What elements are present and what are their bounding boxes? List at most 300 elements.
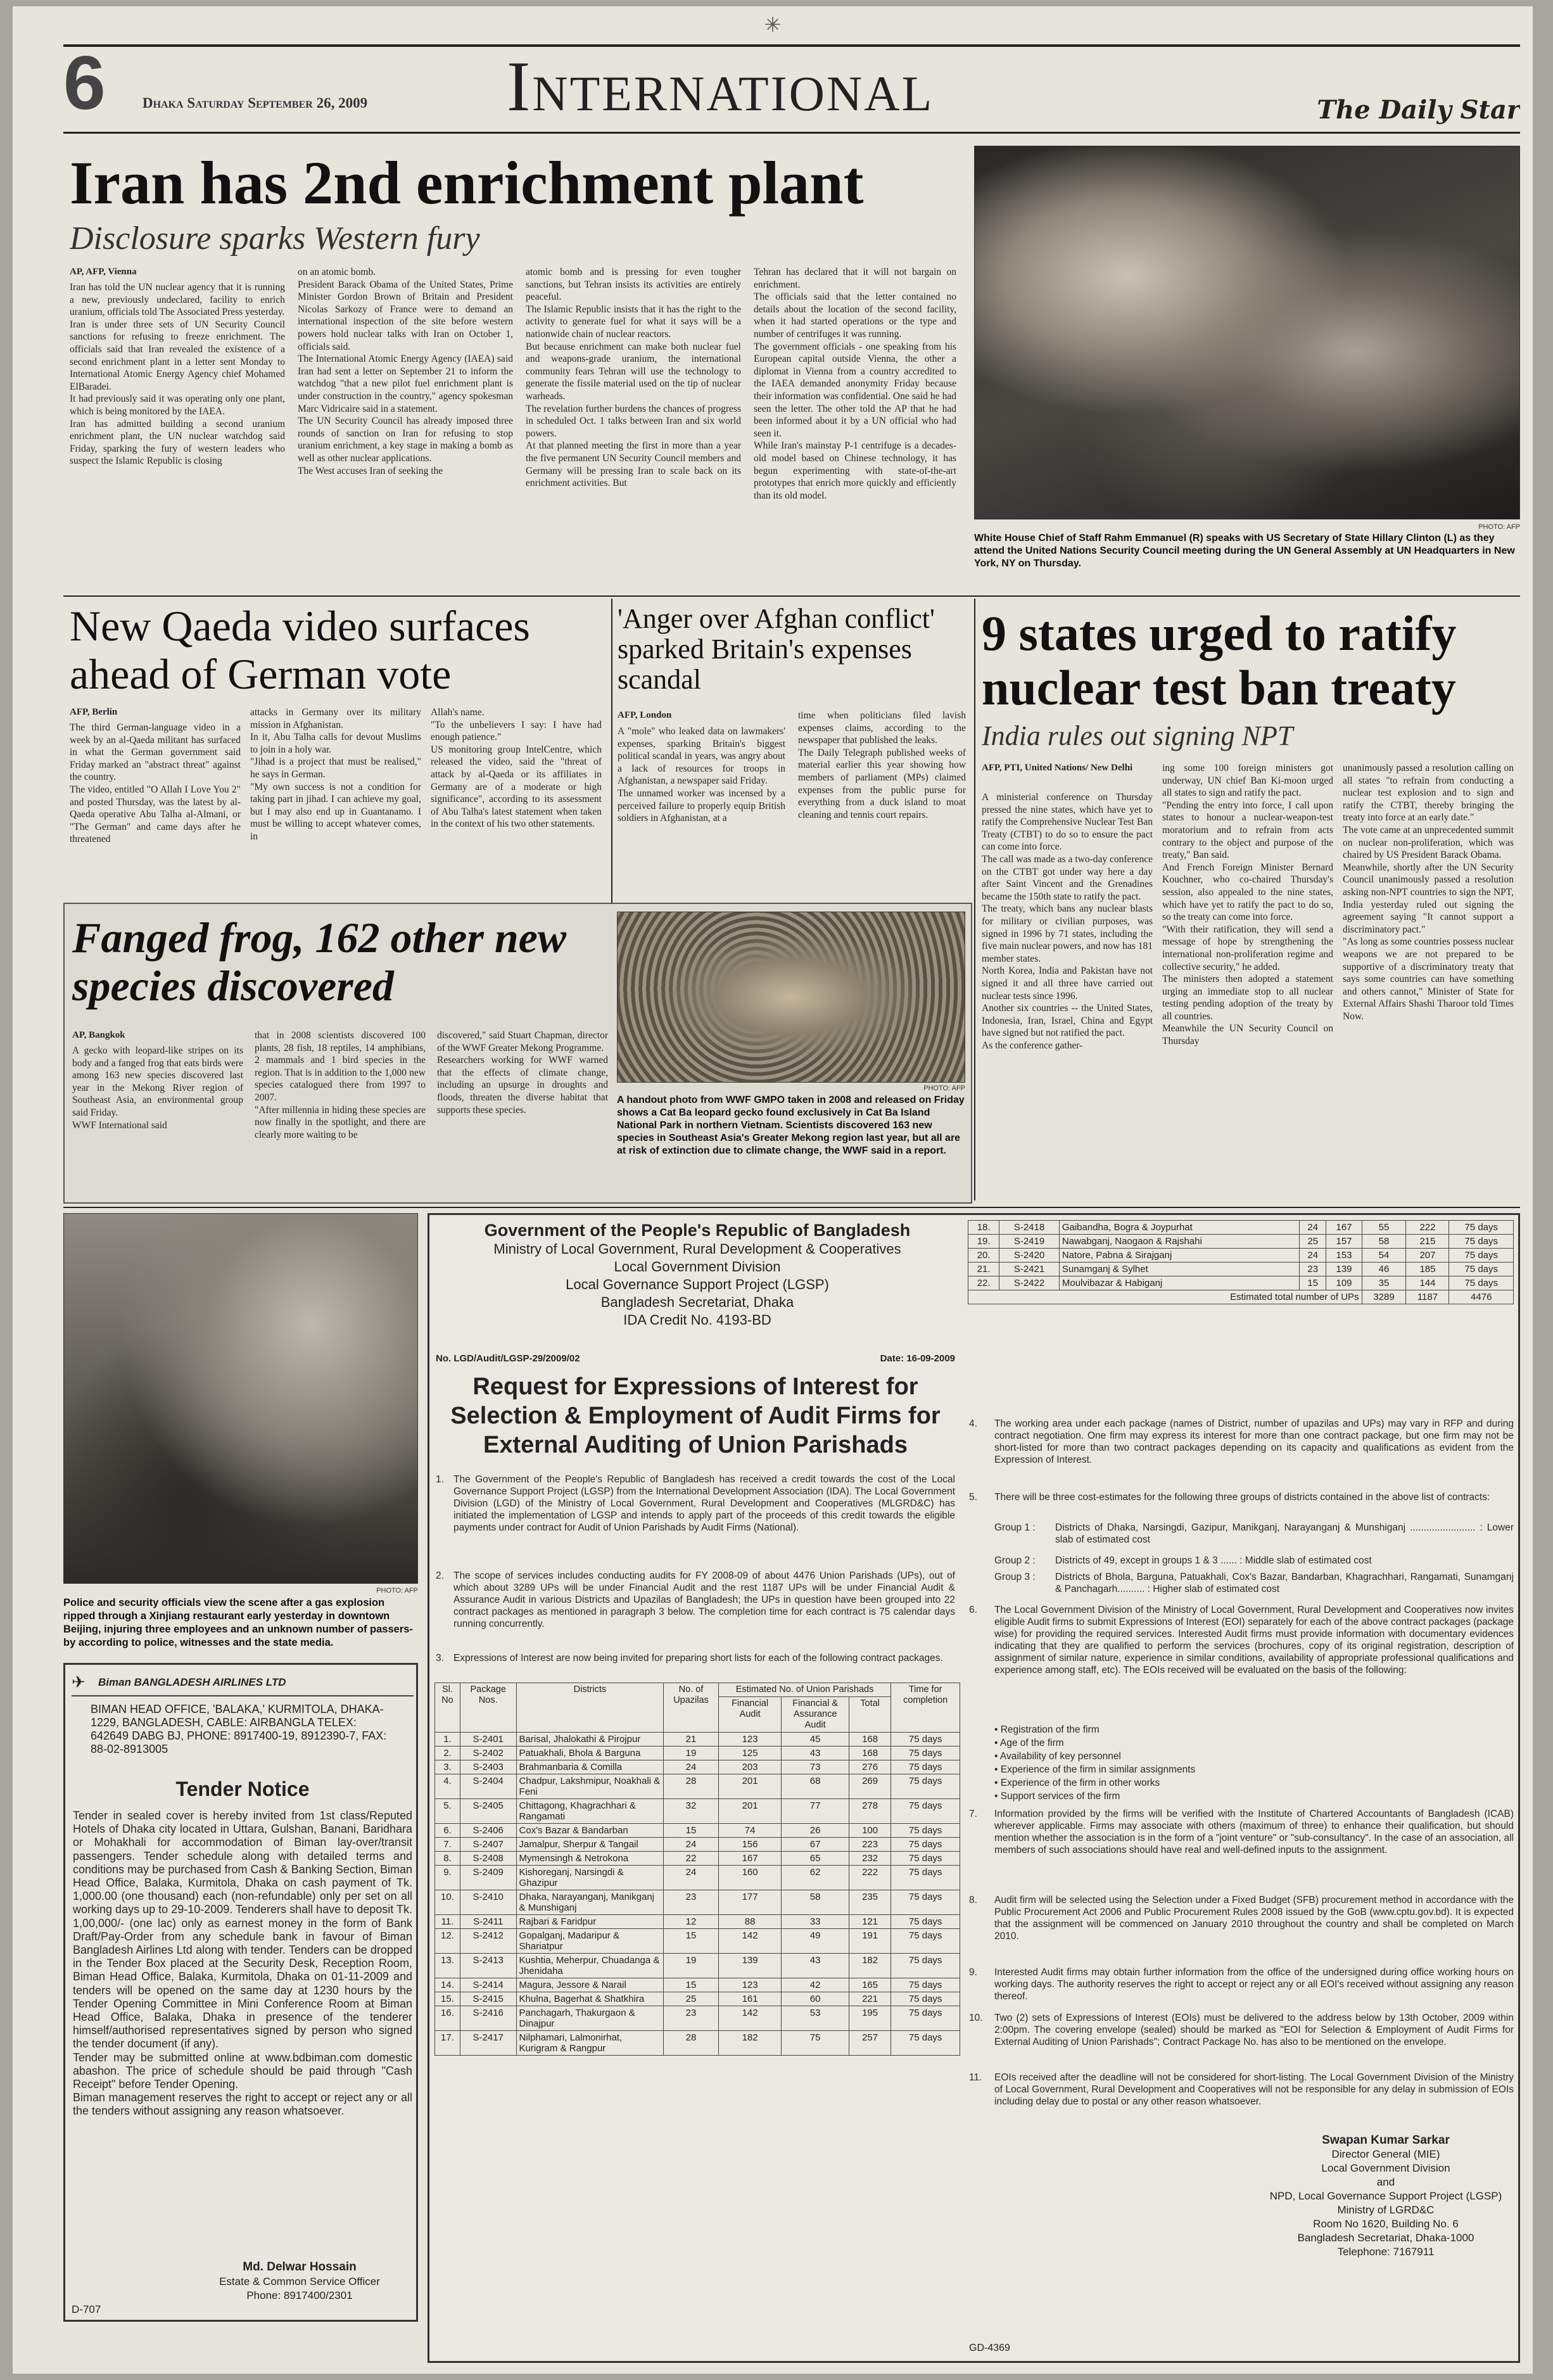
clinton-emanuel-photo [974, 146, 1520, 519]
package-cell: S-2412 [460, 1929, 516, 1954]
package-cell: 24 [1300, 1249, 1326, 1263]
package-cell: 6. [435, 1824, 460, 1838]
criteria-item: • Support services of the firm [994, 1791, 1120, 1802]
iran-column-4: Tehran has declared that it will not bargain on enrichment. The officials said that the letter contained no details about the location of the second facility, when it had started operations or the type and number of centrifuges it was running. The government officials - one speaking from his European capital outside Vienna, the other a diplomat in Vienna from a country accredited to the IAEA demanded anonymity Friday because their information was confidential. One said he had seen the letter. The other told the AP that he had been informed about it by a UN official who had seen it. While Iran's mainstay P-1 centrifuge is a decades-old model based on Chinese technology, it has begun experimenting with state-of-the-art prototypes that enrich more quickly and efficiently than its old model. [754, 267, 956, 501]
package-row [435, 1992, 960, 2006]
package-cell: Panchagarh, Thakurgaon & Dinajpur [516, 2006, 664, 2031]
package-cell: 215 [1406, 1235, 1449, 1249]
test-ban-column-1: A ministerial conference on Thursday pressed the nine states, which have yet to ratify the Comprehensive Nuclear Test Ban Treaty (CTBT) to do so to ensure the pact can come into force. The call was made as a two-day conference on the CTBT got under way here a day after Saint Vincent and the Grenadines became the 150th state to ratify the pact. The treaty, which bans any nuclear blasts for military or civilian purposes, was signed in 1996 by 71 states, including the five main nuclear powers, and now has 181 member states. North Korea, India and Pakistan have not signed it and all three have carried out nuclear tests since 1996. Another six countries -- the United States, Indonesia, Iran, Israel, China and Egypt have signed but not ratified the pact. As the conference gather- [982, 792, 1153, 1051]
package-cell: 32 [664, 1799, 718, 1824]
biman-signatory-title: Estate & Common Service Officer [219, 2275, 380, 2288]
package-cell: 7. [435, 1838, 460, 1852]
package-row [435, 1866, 960, 1890]
signatory-secretariat: Bangladesh Secretariat, Dhaka-1000 [1297, 2232, 1474, 2244]
package-cell: 1. [435, 1733, 460, 1747]
biman-phone: Phone: 8917400/2301 [246, 2289, 353, 2301]
package-cell: 207 [1406, 1249, 1449, 1263]
package-cell: 10. [435, 1890, 460, 1915]
afghan-headline: 'Anger over Afghan conflict' sparked Britain's expenses scandal [618, 604, 935, 695]
package-cell: 123 [718, 1978, 782, 1992]
package-cell: S-2414 [460, 1978, 516, 1992]
package-cell: 201 [718, 1774, 782, 1799]
package-cell: S-2408 [460, 1852, 516, 1866]
package-cell: 43 [782, 1954, 849, 1978]
package-row [435, 1760, 960, 1774]
afghan-byline: AFP, London [618, 710, 672, 720]
test-ban-story [979, 599, 1523, 1200]
package-row [435, 1929, 960, 1954]
package-cell: 58 [1362, 1235, 1406, 1249]
package-cell: 60 [782, 1992, 849, 2006]
package-cell: 43 [782, 1747, 849, 1760]
qaeda-column-2: attacks in Germany over its military mission in Afghanistan. In it, Abu Talha calls for devout Muslims to join in a holy war. "Jihad is a project that must be realised," he says in German. "My own success is not a condition for taking part in jihad. I can achieve my goal, but I may also end up in Guantanamo. I must be willing to accept whatever comes, in [250, 707, 421, 842]
package-cell: 11. [435, 1915, 460, 1929]
package-cell: 33 [782, 1915, 849, 1929]
package-cell: Rajbari & Faridpur [516, 1915, 664, 1929]
package-cell: 73 [782, 1760, 849, 1774]
package-cell: 15. [435, 1992, 460, 2006]
package-cell: Kushtia, Meherpur, Chuadanga & Jhenidaha [516, 1954, 664, 1978]
package-cell: 75 days [891, 1954, 960, 1978]
package-cell: Moulvibazar & Habiganj [1059, 1276, 1299, 1290]
package-cell: 182 [849, 1954, 891, 1978]
package-cell: 125 [718, 1747, 782, 1760]
package-cell: S-2419 [999, 1235, 1060, 1249]
package-cell: 17. [435, 2031, 460, 2056]
package-row [435, 1774, 960, 1799]
package-cell: 185 [1406, 1263, 1449, 1276]
package-cell: 46 [1362, 1263, 1406, 1276]
blast-photo-caption: Police and security officials view the scene after a gas explosion ripped through a Xinjiang restaurant early yesterday in downtown Beijing, injuring three employees and an unknown number of passers-by according to police, witnesses and the state media. [63, 1597, 413, 1648]
package-cell: 45 [782, 1733, 849, 1747]
package-cell: 15 [1300, 1276, 1326, 1290]
package-cell: 26 [782, 1824, 849, 1838]
biman-ad-code: D-707 [72, 2303, 101, 2315]
package-cell: 23 [1300, 1263, 1326, 1276]
package-cell: Chadpur, Lakshmipur, Noakhali & Feni [516, 1774, 664, 1799]
lgsp-group-3: Group 3 : Districts of Bhola, Barguna, Patuakhali, Cox's Bazar, Bandarban, Khagrachhari, Rangamati, Sunamganj & Panchagarh.......... : Higher slab of estimated cost [994, 1572, 1514, 1594]
signatory-ministry: Ministry of LGRD&C [1337, 2204, 1435, 2216]
package-cell: Mymensingh & Netrokona [516, 1852, 664, 1866]
lgsp-para-5: 5. There will be three cost-estimates for the following three groups of districts contained in the above list of contracts: [969, 1492, 1490, 1503]
package-cell: Patuakhali, Bhola & Barguna [516, 1747, 664, 1760]
lgsp-para-1: 1. The Government of the People's Republic of Bangladesh has received a credit towards the cost of the Local Governance Support Project (LGSP) from the International Development Association (IDA). The Local Government Division (LGD) of the Ministry of Local Government, Rural Development and Cooperatives (MLGRD&C) has initiated the implementation of LGSP and intends to apply part of the proceeds of this credit towards the eligible payments under contract for Audit of Union Parishads by Audit Firms (National). [436, 1474, 955, 1533]
package-cell: 156 [718, 1838, 782, 1852]
package-cell: 75 days [891, 1824, 960, 1838]
package-cell: 276 [849, 1760, 891, 1774]
package-cell: 53 [782, 2006, 849, 2031]
package-cell: 24 [664, 1866, 718, 1890]
iran-column-1: Iran has told the UN nuclear agency that it is running a new, previously undeclared, facility to enrich uranium, officials told The Associated Press yesterday. Iran is under three sets of UN Security Council sanctions for refusing to freeze enrichment. The officials said that Iran revealed the existence of a second enrichment plant in a letter sent Monday to International Atomic Energy Agency chief Mohamed ElBaradei. It had previously said it was operating only one plant, which is being monitored by the IAEA. Iran has admitted building a second uranium enrichment plant, the UN nuclear watchdog said Friday, sparking the fury of western leaders who suspect the Islamic Republic is closing [70, 282, 285, 467]
lgsp-para-11: 11. EOIs received after the deadline will not be considered for short-listing. The Local Government Division of the Ministry of Local Government, Rural Development and Cooperatives will not be responsible for any delay in submission of EOIs including delay due to postal or any other reason whatsoever. [969, 2072, 1514, 2107]
package-cell: Kishoreganj, Narsingdi & Ghazipur [516, 1866, 664, 1890]
signatory-phone: Telephone: 7167911 [1337, 2246, 1435, 2258]
package-cell: S-2409 [460, 1866, 516, 1890]
lgsp-signature-block [1253, 2134, 1519, 2298]
package-row [435, 1978, 960, 1992]
frog-column-2: that in 2008 scientists discovered 100 plants, 28 fish, 18 reptiles, 14 amphibians, 2 mammals and 1 bird species in the region. That is in addition to the 1,000 new species catalogued there from 1997 to 2007. "After millennia in hiding these species are now finally in the spotlight, and there are clearly more waiting to be [255, 1030, 426, 1140]
package-cell: 235 [849, 1890, 891, 1915]
package-cell: 165 [849, 1978, 891, 1992]
package-cell: 25 [664, 1992, 718, 2006]
lgsp-heading: Request for Expressions of Interest for Selection & Employment of Audit Firms for External Auditing of Union Parishads [450, 1373, 941, 1458]
package-cell: 191 [849, 1929, 891, 1954]
package-cell: 75 days [891, 1929, 960, 1954]
iran-column-3: atomic bomb and is pressing for even tougher sanctions, but Tehran insists its activities are entirely peaceful. The Islamic Republic insists that it has the right to the activity to generate fuel for what it says will be a nationwide chain of nuclear reactors. But because enrichment can make both nuclear fuel and weapons-grade uranium, the international community fears Tehran will use the technology to generate the fissile material used on the tip of nuclear warheads. The revelation further burdens the chances of progress in scheduled Oct. 1 talks between Iran and six world powers. At that planned meeting the first in more than a year the five permanent UN Security Council members and Germany will be pressing Iran to scale back on its enrichment activities. But [526, 267, 741, 489]
package-cell: S-2411 [460, 1915, 516, 1929]
qaeda-headline: New Qaeda video surfaces ahead of German vote [70, 602, 530, 698]
package-cell: 75 [782, 2031, 849, 2056]
iran-column-2: on an atomic bomb. President Barack Obama of the United States, Prime Minister Gordon Brown of Britain and President Nicolas Sarkozy of France were to demand an international inspection of the site before western powers hold nuclear talks with Iran on October 1, officials said. The International Atomic Energy Agency (IAEA) said Iran had sent a letter on September 21 to inform the watchdog "that a new pilot fuel enrichment plant is under construction in the country," agency spokesman Marc Vidricaire said in a statement. The UN Security Council has already imposed three rounds of sanction on Iran for refusing to stop uranium enrichment, a key stage in making a bomb as well as other nuclear applications. The West accuses Iran of seeking the [298, 267, 513, 476]
afghan-story [614, 599, 972, 903]
package-cell: 77 [782, 1799, 849, 1824]
package-cell: 62 [782, 1866, 849, 1890]
package-cell: 15 [664, 1929, 718, 1954]
package-cell: 55 [1362, 1221, 1406, 1235]
package-cell: 278 [849, 1799, 891, 1824]
section-title: International [507, 51, 934, 126]
package-cell: 182 [718, 2031, 782, 2056]
package-cell: 257 [849, 2031, 891, 2056]
package-cell: 75 days [891, 1799, 960, 1824]
test-ban-subhead: India rules out signing NPT [982, 722, 1293, 751]
packages-table-1-header: Sl. No Package Nos. Districts No. of Upazilas Estimated No. of Union Parishads Time for completion [435, 1683, 960, 1697]
package-cell: 223 [849, 1838, 891, 1852]
package-cell: S-2415 [460, 1992, 516, 2006]
lgsp-para-6: 6. The Local Government Division of the Ministry of Local Government, Rural Development and Cooperatives now invites eligible Audit firms to submit Expressions of Interest (EOI) separately for each of the above contract packages (package wise) for providing the required services. Interested Audit firms must provide information with documentary evidences indicating that they are qualified to perform the services (brochures, copy of its original registration, description of assignment of similar nature, experience in similar conditions, availability of appropriate professional qualifications and experience among staff, etc). The EOIs received will be evaluated on the basis of the following: [969, 1605, 1514, 1676]
lgsp-ad-code: GD-4369 [969, 2343, 1010, 2353]
iran-subhead: Disclosure sparks Western fury [70, 222, 480, 257]
test-ban-column-3: unanimously passed a resolution calling on all states "to refrain from conducting a nuclear test explosion and to sign and ratify the CTBT, thereby bringing the treaty into force at an early date." The vote came at an unprecedented summit on nuclear non-proliferation, which was chaired by US President Barack Obama. Meanwhile, shortly after the UN Security Council unanimously passed a resolution asking non-NPT countries to sign the NPT, India yesterday ruled out signing the agreement saying "It cannot support a discriminatory pact." "As long as some countries possess nuclear weapons we are not prepared to be supportive of a discriminatory treaty that says some countries can have something and others cannot," Minister of State for External Affairs Shashi Tharoor told Times Now. [1343, 763, 1514, 1022]
biman-bird-icon: ✈ [72, 1672, 86, 1691]
frog-story [63, 903, 972, 1204]
clinton-photo-caption: White House Chief of Staff Rahm Emmanuel (R) speaks with US Secretary of State Hillary Clinton (L) as they attend the United Nations Security Council meeting during the UN General Assembly at UN Headquarters in New York, NY on Thursday. [974, 533, 1515, 569]
biman-tender-title: Tender Notice [175, 1778, 310, 1800]
package-cell: 100 [849, 1824, 891, 1838]
package-cell: Nilphamari, Lalmonirhat, Kurigram & Rangpur [516, 2031, 664, 2056]
package-cell: 24 [664, 1760, 718, 1774]
package-row [435, 1747, 960, 1760]
criteria-item: • Availability of key personnel [994, 1751, 1121, 1762]
package-cell: 42 [782, 1978, 849, 1992]
package-cell: 168 [849, 1733, 891, 1747]
package-cell: 75 days [891, 1852, 960, 1866]
package-cell: 8. [435, 1852, 460, 1866]
frog-byline: AP, Bangkok [72, 1030, 125, 1040]
lgsp-criteria-list [994, 1723, 1514, 1805]
package-cell: Khulna, Bagerhat & Shatkhira [516, 1992, 664, 2006]
signatory-and: and [1376, 2176, 1395, 2188]
biman-tender-ad [63, 1663, 418, 2322]
lgsp-group-2: Group 2 : Districts of 49, except in groups 1 & 3 ...... : Middle slab of estimated cost [994, 1555, 1372, 1566]
package-cell: 177 [718, 1890, 782, 1915]
package-cell: 65 [782, 1852, 849, 1866]
package-cell: 75 days [1449, 1221, 1514, 1235]
lgsp-gov-title: Government of the People's Republic of Bangladesh [484, 1221, 911, 1240]
package-cell: 269 [849, 1774, 891, 1799]
package-cell: 9. [435, 1866, 460, 1890]
package-cell: 75 days [891, 1915, 960, 1929]
lgsp-ministry: Ministry of Local Government, Rural Development & Cooperatives [493, 1241, 901, 1257]
package-row [435, 1838, 960, 1852]
package-cell: S-2413 [460, 1954, 516, 1978]
biman-logo [72, 1671, 414, 1696]
frog-column-1: A gecko with leopard-like stripes on its body and a fanged frog that eats birds were among 163 new species discovered last year in the Mekong River region of Southeast Asia, an environmental group said Friday. WWF International said [72, 1045, 243, 1131]
package-cell: 201 [718, 1799, 782, 1824]
package-cell: 88 [718, 1915, 782, 1929]
lgsp-eoi-ad [428, 1213, 1520, 2363]
lgsp-para-10: 10. Two (2) sets of Expressions of Interest (EOIs) must be delivered to the address below by 13th October, 2009 within 2:00pm. The covering envelope (sealed) should be marked as "EOI for Selection & Employment of Audit Firms for External Auditing of Union Parishads"; Contract Package No. has also to be mentioned on the envelope. [969, 2013, 1514, 2047]
test-ban-byline: AFP, PTI, United Nations/ New Delhi [982, 763, 1133, 773]
package-row [435, 1824, 960, 1838]
package-cell: 75 days [891, 1978, 960, 1992]
package-cell: 75 days [1449, 1249, 1514, 1263]
package-cell: 75 days [891, 2006, 960, 2031]
package-cell: 142 [718, 2006, 782, 2031]
qaeda-column-1: The third German-language video in a week by an al-Qaeda militant has surfaced in what the German government said Friday marked an "abstract threat" against the country. The video, entitled "O Allah I Love You 2" and posted Thursday, was the latest by al-Qaeda operative Abu Talha al-Almani, or "The German" and came days after he threatened [70, 722, 241, 845]
package-cell: S-2420 [999, 1249, 1060, 1263]
package-cell: S-2422 [999, 1276, 1060, 1290]
package-cell: 121 [849, 1915, 891, 1929]
package-cell: 28 [664, 1774, 718, 1799]
package-cell: 75 days [891, 1838, 960, 1852]
package-cell: 4. [435, 1774, 460, 1799]
afghan-column-1: A "mole" who leaked data on lawmakers' expenses, sparking Britain's biggest political scandal in years, was angry about a lack of resources for troops in Afghanistan, a newspaper said Friday. The unnamed worker was incensed by a perceived failure to properly equip British soldiers in Afghanistan, at a [618, 726, 785, 824]
package-row [435, 1915, 960, 1929]
package-cell: Barisal, Jhalokathi & Pirojpur [516, 1733, 664, 1747]
signatory-npd: NPD, Local Governance Support Project (LGSP) [1269, 2190, 1502, 2202]
lgsp-group-1: Group 1 : Districts of Dhaka, Narsingdi, Gazipur, Manikganj, Narayanganj & Munshiganj ........................ : Lower slab of estimated cost [994, 1522, 1514, 1545]
package-cell: 24 [1300, 1221, 1326, 1235]
lgsp-para-8: 8. Audit firm will be selected using the Selection under a Fixed Budget (SFB) procurement method in accordance with the Public Procurement Act 2006 and Public Procurement Rules 2008 issued by the GoB (www.cptu.gov.bd). It is expected that the assignment will be commenced on January 2010 throughout the country and shall be completed on March 2010. [969, 1895, 1514, 1942]
dateline: Dhaka Saturday September 26, 2009 [143, 95, 368, 111]
package-cell: 16. [435, 2006, 460, 2031]
page-number: 6 [63, 44, 106, 125]
criteria-item: • Registration of the firm [994, 1724, 1100, 1735]
package-cell: 167 [1326, 1221, 1362, 1235]
masthead [13, 6, 1533, 139]
package-row [968, 1235, 1514, 1249]
package-cell: 15 [664, 1824, 718, 1838]
lgsp-project: Local Governance Support Project (LGSP) [566, 1276, 829, 1292]
package-cell: 144 [1406, 1276, 1449, 1290]
package-row [435, 1954, 960, 1978]
package-cell: 19. [968, 1235, 999, 1249]
package-cell: 22. [968, 1276, 999, 1290]
gecko-photo [617, 912, 965, 1083]
package-cell: 139 [718, 1954, 782, 1978]
package-row [435, 1799, 960, 1824]
lgsp-credit-no: IDA Credit No. 4193-BD [623, 1312, 771, 1328]
package-cell: 19 [664, 1954, 718, 1978]
lgsp-para-4: 4. The working area under each package (names of District, number of upazilas and UPs) may vary in RFP and during contract negotiation. One firm may express its interest for more than one contract package, but one firm may not be short-listed for more than two contract packages depending on its capacity and qualifications as evident from the Expression of Interest. [969, 1418, 1514, 1465]
package-cell: 23 [664, 2006, 718, 2031]
package-cell: 75 days [1449, 1276, 1514, 1290]
package-cell: Magura, Jessore & Narail [516, 1978, 664, 1992]
package-cell: 22 [664, 1852, 718, 1866]
package-cell: 3. [435, 1760, 460, 1774]
package-cell: S-2406 [460, 1824, 516, 1838]
package-cell: 49 [782, 1929, 849, 1954]
package-cell: S-2418 [999, 1221, 1060, 1235]
criteria-item: • Experience of the firm in similar assignments [994, 1764, 1196, 1775]
package-cell: Chittagong, Khagrachhari & Rangamati [516, 1799, 664, 1824]
package-cell: 21. [968, 1263, 999, 1276]
package-cell: 68 [782, 1774, 849, 1799]
package-cell: S-2416 [460, 2006, 516, 2031]
package-cell: Gaibandha, Bogra & Joypurhat [1059, 1221, 1299, 1235]
blast-photo-block [63, 1213, 418, 1657]
package-cell: 18. [968, 1221, 999, 1235]
lgsp-para-9: 9. Interested Audit firms may obtain further information from the office of the undersigned during office working hours on working days. The authority reserves the right to accept or reject any or all EOI's received without assigning any reason thereof. [969, 1967, 1514, 2002]
package-cell: 58 [782, 1890, 849, 1915]
package-cell: Gopalganj, Madaripur & Shariatpur [516, 1929, 664, 1954]
package-row [435, 1733, 960, 1747]
qaeda-byline: AFP, Berlin [70, 707, 118, 717]
package-cell: 109 [1326, 1276, 1362, 1290]
package-cell: 23 [664, 1890, 718, 1915]
package-cell: 203 [718, 1760, 782, 1774]
clinton-photo-credit: PHOTO: AFP [1478, 523, 1520, 531]
package-cell: 168 [849, 1747, 891, 1760]
package-cell: 153 [1326, 1249, 1362, 1263]
signatory-division: Local Government Division [1321, 2162, 1450, 2174]
package-cell: 12. [435, 1929, 460, 1954]
package-cell: Brahmanbaria & Comilla [516, 1760, 664, 1774]
biman-logo-text: Biman BANGLADESH AIRLINES LTD [98, 1676, 286, 1688]
package-cell: 221 [849, 1992, 891, 2006]
iran-headline: Iran has 2nd enrichment plant [70, 152, 864, 217]
package-row [968, 1249, 1514, 1263]
package-cell: 5. [435, 1799, 460, 1824]
package-cell: 222 [849, 1866, 891, 1890]
package-cell: S-2407 [460, 1838, 516, 1852]
criteria-item: • Experience of the firm in other works [994, 1778, 1160, 1788]
package-row [435, 1890, 960, 1915]
packages-table-2 [968, 1220, 1514, 1304]
package-cell: 13. [435, 1954, 460, 1978]
package-cell: 139 [1326, 1263, 1362, 1276]
signatory-title: Director General (MIE) [1331, 2148, 1440, 2160]
package-cell: Natore, Pabna & Sirajganj [1059, 1249, 1299, 1263]
lgsp-para-7: 7. Information provided by the firms will be verified with the Institute of Chartered Accountants of Bangladesh (ICAB) wherever applicable. Firms may associate with others (maximum of three) to enhance their qualification, but should mention whether the association is in the form of a "joint venture" or "sub-consultancy". In the case of an association, all members of such associations should have real and well-defined inputs to the assignment. [969, 1809, 1514, 1855]
signatory-room: Room No 1620, Building No. 6 [1313, 2218, 1459, 2230]
iran-story [63, 139, 963, 595]
package-cell: Jamalpur, Sherpur & Tangail [516, 1838, 664, 1852]
package-cell: 67 [782, 1838, 849, 1852]
paper-logo: The Daily Star [1317, 95, 1520, 125]
lgsp-para-3: 3. Expressions of Interest are now being invited for preparing short lists for each of the following contract packages. [436, 1653, 943, 1664]
package-cell: 75 days [891, 1890, 960, 1915]
package-cell: 167 [718, 1852, 782, 1866]
signatory-name: Swapan Kumar Sarkar [1322, 2134, 1450, 2147]
package-cell: 75 days [891, 1760, 960, 1774]
package-cell: 75 days [1449, 1235, 1514, 1249]
package-cell: 24 [664, 1838, 718, 1852]
package-cell: Nawabganj, Naogaon & Rajshahi [1059, 1235, 1299, 1249]
package-cell: 195 [849, 2006, 891, 2031]
package-cell: 232 [849, 1852, 891, 1866]
package-cell: 2. [435, 1747, 460, 1760]
blast-photo-credit: PHOTO: AFP [376, 1587, 418, 1594]
package-cell: 123 [718, 1733, 782, 1747]
package-cell: 21 [664, 1733, 718, 1747]
package-cell: 25 [1300, 1235, 1326, 1249]
package-cell: S-2402 [460, 1747, 516, 1760]
package-cell: 75 days [891, 1733, 960, 1747]
package-cell: 75 days [891, 1774, 960, 1799]
package-cell: S-2404 [460, 1774, 516, 1799]
package-cell: 75 days [891, 1747, 960, 1760]
package-cell: 75 days [891, 2031, 960, 2056]
packages-total-row: Estimated total number of UPs 3289 1187 4476 [968, 1290, 1514, 1304]
gecko-photo-credit: PHOTO: AFP [923, 1085, 965, 1092]
test-ban-headline: 9 states urged to ratify nuclear test ban treaty [982, 606, 1457, 715]
package-cell: 12 [664, 1915, 718, 1929]
package-row [435, 2031, 960, 2056]
package-cell: Cox's Bazar & Bandarban [516, 1824, 664, 1838]
criteria-item: • Age of the firm [994, 1738, 1064, 1748]
biman-address: BIMAN HEAD OFFICE, 'BALAKA,' KURMITOLA, DHAKA-1229, BANGLADESH, CABLE: AIRBANGLA TELEX: 642649 DABG BJ, PHONE: 8917400-19, 8912390-7, FAX: 88-02-8913005 [91, 1703, 387, 1755]
test-ban-column-2: ing some 100 foreign ministers got underway, UN chief Ban Ki-moon urged all states to sign and ratify the pact. "Pending the entry into force, I call upon states to honour a nuclear-weapon-test moratorium and to refrain from acts contrary to the object and purpose of the treaty," Ban said. And French Foreign Minister Bernard Kouchner, who co-chaired Thursday's session, also appealed to the nine states, which have yet to ratify the pact to do so, so the treaty can come into force. "With their ratification, they will send a message of hope by strengthening the international non-proliferation regime and collective security," he added. The ministers then adopted a statement urging an immediate stop to all nuclear testing pending adoption of the treaty by all countries. Meanwhile the UN Security Council on Thursday [1162, 763, 1333, 1047]
package-cell: 14. [435, 1978, 460, 1992]
package-cell: S-2417 [460, 2031, 516, 2056]
lgsp-division: Local Government Division [614, 1259, 781, 1275]
package-cell: S-2403 [460, 1760, 516, 1774]
package-cell: 74 [718, 1824, 782, 1838]
newspaper-page [13, 6, 1533, 2374]
package-cell: 75 days [891, 1866, 960, 1890]
package-cell: Sunamganj & Sylhet [1059, 1263, 1299, 1276]
lgsp-header [434, 1220, 960, 1356]
package-row [968, 1221, 1514, 1235]
package-cell: Dhaka, Narayanganj, Manikganj & Munshiganj [516, 1890, 664, 1915]
package-cell: 54 [1362, 1249, 1406, 1263]
package-cell: 160 [718, 1866, 782, 1890]
package-cell: S-2421 [999, 1263, 1060, 1276]
package-row [435, 1852, 960, 1866]
package-cell: 15 [664, 1978, 718, 1992]
biman-tender-body: Tender in sealed cover is hereby invited from 1st class/Reputed Hotels of Dhaka city located in Uttara, Gulshan, Banani, Baridhara or Mohakhali for accommodation of Biman lay-over/transit passengers. Tender schedule along with detailed terms and conditions may be purchased from Cash & Banking Section, Biman Head Office, Balaka, Kurmitola, Dhaka on cash payment of Tk. 1,000.00 (one thousand) each (non-refundable) only per set on all working days up to 29-10-2009. Tenderers shall have to deposit Tk. 1,00,000/- (one lac) only as earnest money in the form of Bank Draft/Pay-Order from any schedule bank in favour of Biman Bangladesh Airlines Ltd along with tender. Tenders can be dropped in the Tender Box placed at the Security Desk, Reception Room, Biman Head Office, Balaka, Kurmitola, Dhaka on 01-11-2009 and tenders will be opened on the same day at 1230 hours by the Tender Opening Committee in Mini Conference Room at Biman Head Office, Balaka, Dhaka in presence of the tenderer himself/authorised representatives signed by person who signed the tender document (if any). Tender may be submitted online at www.bdbiman.com domestic abashon. The price of schedule should be paid through "Cash Receipt" before Tender Opening. Biman management reserves the right to accept or reject any or all the tenders without assigning any reason whatsoever. [73, 1809, 412, 2118]
package-cell: 157 [1326, 1235, 1362, 1249]
package-cell: 142 [718, 1929, 782, 1954]
package-cell: S-2405 [460, 1799, 516, 1824]
iran-byline: AP, AFP, Vienna [70, 267, 137, 277]
package-row [435, 2006, 960, 2031]
biman-signatory: Md. Delwar Hossain [243, 2260, 357, 2274]
package-cell: 75 days [1449, 1263, 1514, 1276]
packages-table-1: Sl. No Package Nos. Districts No. of Upazilas Estimated No. of Union Parishads Time for completion Financial Audit Financial & Assurance Audit Total 1. S-2401 Barisal, Jhalokathi & Pirojpur 21 123 45 168 75 days 2. S-2402 Patuakhali, Bhola & Barguna 19 125 43 168 75 days 3. S-2403 Brahmanbaria & Comilla 24 203 73 276 75 days 4. S-2404 Chadpur, Lakshmipur, Noakhali & Feni 28 201 68 269 75 days 5. S-2405 Chittagong, Khagrachhari & Rangamati 32 201 77 278 75 days 6. S-2406 Cox's Bazar & Bandarban 15 74 26 100 75 days 7. S-2407 Jamalpur, Sherpur & Tangail 24 156 67 223 75 days 8. S-2408 Mymensingh & Netrokona 22 167 65 232 75 days 9. S-2409 Kishoreganj, Narsingdi & Ghazipur 24 160 62 222 75 days 10. S-2410 Dhaka, Narayanganj, Manikganj & Munshiganj 23 177 58 235 75 days 11. S-2411 Rajbari & Faridpur 12 88 33 121 75 days 12. S-2412 Gopalganj, Madaripur & Shariatpur 15 142 49 191 75 days 13. S-2413 Kushtia, Meherpur, Chuadanga & Jhenidaha 19 139 43 182 75 days 14. S-2414 Magura, Jessore & Narail 15 123 42 165 75 days 15. S-2415 Khulna, Bagerhat & Shatkhira 25 161 60 221 75 days 16. S-2416 Panchagarh, Thakurgaon & Dinajpur 23 142 53 195 75 days 17. S-2417 Nilphamari, Lalmonirhat, Kurigram & Rangpur 28 182 75 257 75 days [434, 1683, 960, 2056]
frog-column-3: discovered," said Stuart Chapman, director of the WWF Greater Mekong Programme. Researchers working for WWF warned that the effects of climate change, including an upsurge in droughts and floods, threaten the diverse habitat that supports these species. [437, 1030, 608, 1116]
lgsp-secretariat: Bangladesh Secretariat, Dhaka [600, 1294, 794, 1310]
clinton-emanuel-photo-block [974, 146, 1520, 589]
top-ornament: ✳ [764, 13, 782, 37]
afghan-column-2: time when politicians filed lavish expenses claims, according to the newspaper that published the leaks. The Daily Telegraph published weeks of material earlier this year showing how members of parliament (MPs) claimed expenses from the public purse for everything from a duck island to moat cleaning and tennis court repairs. [798, 710, 966, 820]
package-cell: 222 [1406, 1221, 1449, 1235]
qaeda-story [63, 599, 608, 903]
package-cell: 20. [968, 1249, 999, 1263]
package-cell: 35 [1362, 1276, 1406, 1290]
lgsp-date: Date: 16-09-2009 [880, 1353, 955, 1364]
package-cell: 75 days [891, 1992, 960, 2006]
package-cell: S-2410 [460, 1890, 516, 1915]
lgsp-para-2: 2. The scope of services includes conducting audits for FY 2008-09 of about 4476 Union Parishads (UPs), out of which about 3289 UPs will be under Financial Audit and the rest 1187 UPs will be under Financial Audit & Assurance Audit in various Districts and Upazilas of Bangladesh; the UPs in question have been grouped into 22 contract packages as mentioned in paragraph 3 below. The completion time for each contract is 75 calendar days running concurrently. [436, 1570, 955, 1629]
gecko-photo-caption: A handout photo from WWF GMPO taken in 2008 and released on Friday shows a Cat Ba leopard gecko found exclusively in Cat Ba Island National Park in northern Vietnam. Scientists discovered 163 new species in Southeast Asia's Greater Mekong region last year, but all are at risk of extinction due to climate change, the WWF said in a report. [617, 1095, 965, 1156]
package-cell: 161 [718, 1992, 782, 2006]
frog-headline: Fanged frog, 162 other new species discovered [72, 913, 567, 1010]
lgsp-ref-no: No. LGD/Audit/LGSP-29/2009/02 [436, 1353, 580, 1364]
package-cell: S-2401 [460, 1733, 516, 1747]
